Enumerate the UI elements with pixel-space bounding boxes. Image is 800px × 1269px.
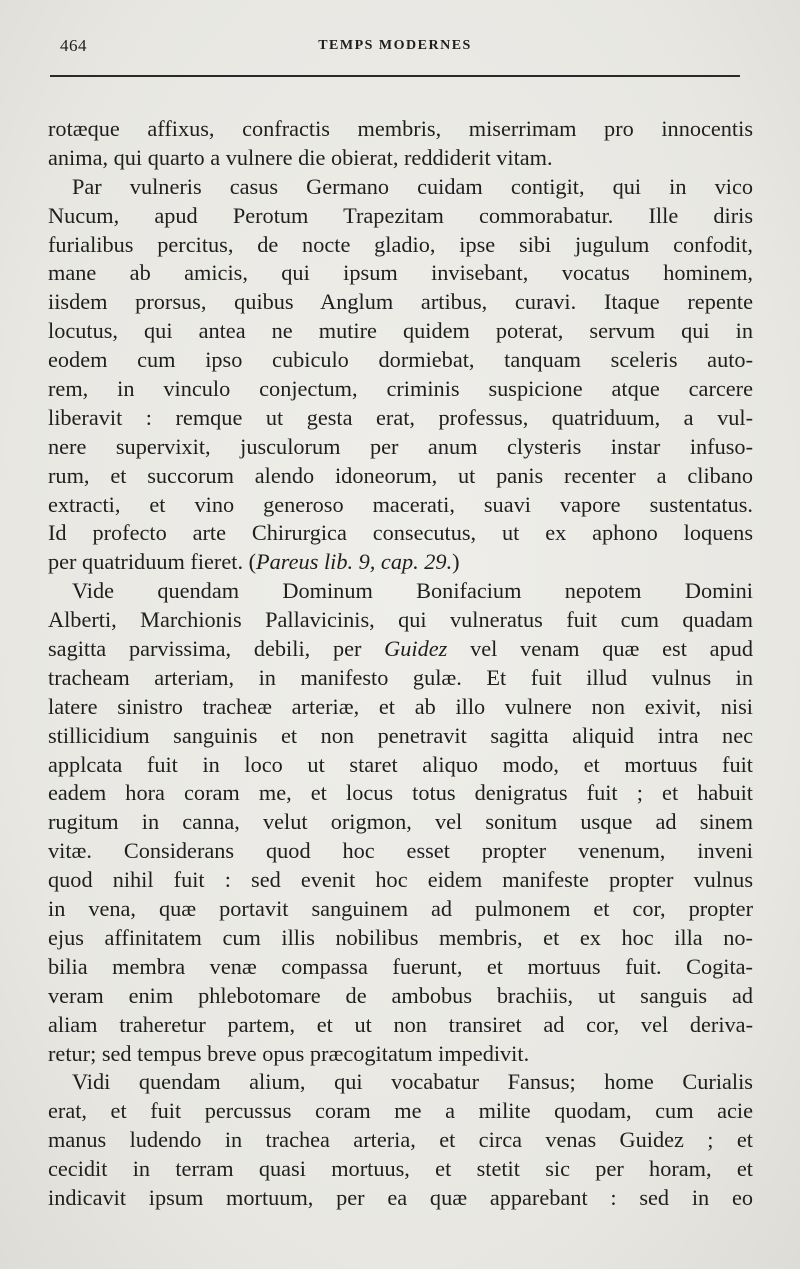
text-line: in vena, quæ portavit sanguinem ad pulmonem et cor, propter [48,896,753,922]
text-line: vitæ. Considerans quod hoc esset propter venenum, inveni [48,838,753,864]
header-rule [50,75,740,77]
text-line: Vide quendam Dominum Bonifacium nepotem Domini [72,578,753,604]
body-text [48,115,753,1213]
text-line: liberavit : remque ut gesta erat, professus, quatriduum, a vul- [48,404,753,430]
citation-reference: Pareus lib. 9, cap. 29. [256,549,453,575]
italic-term: Guidez [384,636,448,662]
text-line: eadem hora coram me, et locus totus denigratus fuit ; et habuit [48,780,753,806]
text-line: indicavit ipsum mortuum, per ea quæ apparebant : sed in eo [48,1184,753,1210]
text-line: Vidi quendam alium, qui vocabatur Fansus; home Curialis [72,1069,753,1095]
text-line: furialibus percitus, de nocte gladio, ipse sibi jugulum confodit, [48,231,753,257]
paragraph-1 [48,115,753,173]
text-line: ejus affinitatem cum illis nobilibus membris, et ex hoc illa no- [48,924,753,950]
text-line: latere sinistro tracheæ arteriæ, et ab illo vulnere non exivit, nisi [48,693,753,719]
text-line: Id profecto arte Chirurgica consecutus, ut ex aphono loquens [48,520,753,546]
text-line: mane ab amicis, qui ipsum invisebant, vocatus hominem, [48,260,753,286]
text-line: locutus, qui antea ne mutire quidem poterat, servum qui in [48,318,753,344]
text-line: rotæque affixus, confractis membris, miserrimam pro innocentis [48,116,753,141]
text-line: eodem cum ipso cubiculo dormiebat, tanquam sceleris auto- [48,347,753,373]
text-line: erat, et fuit percussus coram me a milite quodam, cum acie [48,1098,753,1124]
paragraph-2 [48,173,753,577]
text-line: Par vulneris casus Germano cuidam contigit, qui in vico [72,173,753,199]
text-line: rum, et succorum alendo idoneorum, ut panis recenter a clibano [48,462,753,488]
text-line: nere supervixit, jusculorum per anum clysteris instar infuso- [48,433,753,459]
text-line: veram enim phlebotomare de ambobus brachiis, ut sanguis ad [48,982,753,1008]
text-line: bilia membra venæ compassa fuerunt, et mortuus fuit. Cogita- [48,953,753,979]
line-text: ) [452,549,460,575]
text-line: rugitum in canna, velut origmon, vel sonitum usque ad sinem [48,809,753,835]
text-line: iisdem prorsus, quibus Anglum artibus, curavi. Itaque repente [48,289,753,315]
text-line: applcata fuit in loco ut staret aliquo modo, et mortuus fuit [48,751,753,777]
paragraph-3 [48,577,753,1068]
running-title: TEMPS MODERNES [318,38,472,53]
text-line: manus ludendo in trachea arteria, et circa venas Guidez ; et [48,1127,753,1153]
line-text: per quatriduum fieret. ( [48,549,257,575]
line-text: sagitta parvissima, debili, per [48,636,385,662]
text-line: cecidit in terram quasi mortuus, et stetit sic per horam, et [48,1156,753,1182]
text-line: Nucum, apud Perotum Trapezitam commorabatur. Ille diris [48,202,753,228]
paragraph-4 [48,1068,753,1212]
text-line: retur; sed tempus breve opus præcogitatum impedivit. [48,1040,530,1066]
text-line-italic-term [48,635,753,664]
text-line: aliam traheretur partem, et ut non transiret ad cor, vel deriva- [48,1011,753,1037]
text-line: stillicidium sanguinis et non penetravit sagitta aliquid intra nec [48,722,753,748]
text-line: quod nihil fuit : sed evenit hoc eidem manifeste propter vulnus [48,867,753,893]
page-number: 464 [60,36,87,55]
text-line: Alberti, Marchionis Pallavicinis, qui vulneratus fuit cum quadam [48,607,753,633]
page-header [50,36,740,60]
text-line: tracheam arteriam, in manifesto gulæ. Et fuit illud vulnus in [48,664,753,690]
text-line: anima, qui quarto a vulnere die obierat, reddiderit vitam. [48,144,553,170]
text-line: extracti, et vino generoso macerati, suavi vapore sustentatus. [48,491,753,517]
line-text: vel venam quæ est apud [447,636,753,662]
text-line-citation [48,548,753,577]
text-line: rem, in vinculo conjectum, criminis suspicione atque carcere [48,376,753,402]
